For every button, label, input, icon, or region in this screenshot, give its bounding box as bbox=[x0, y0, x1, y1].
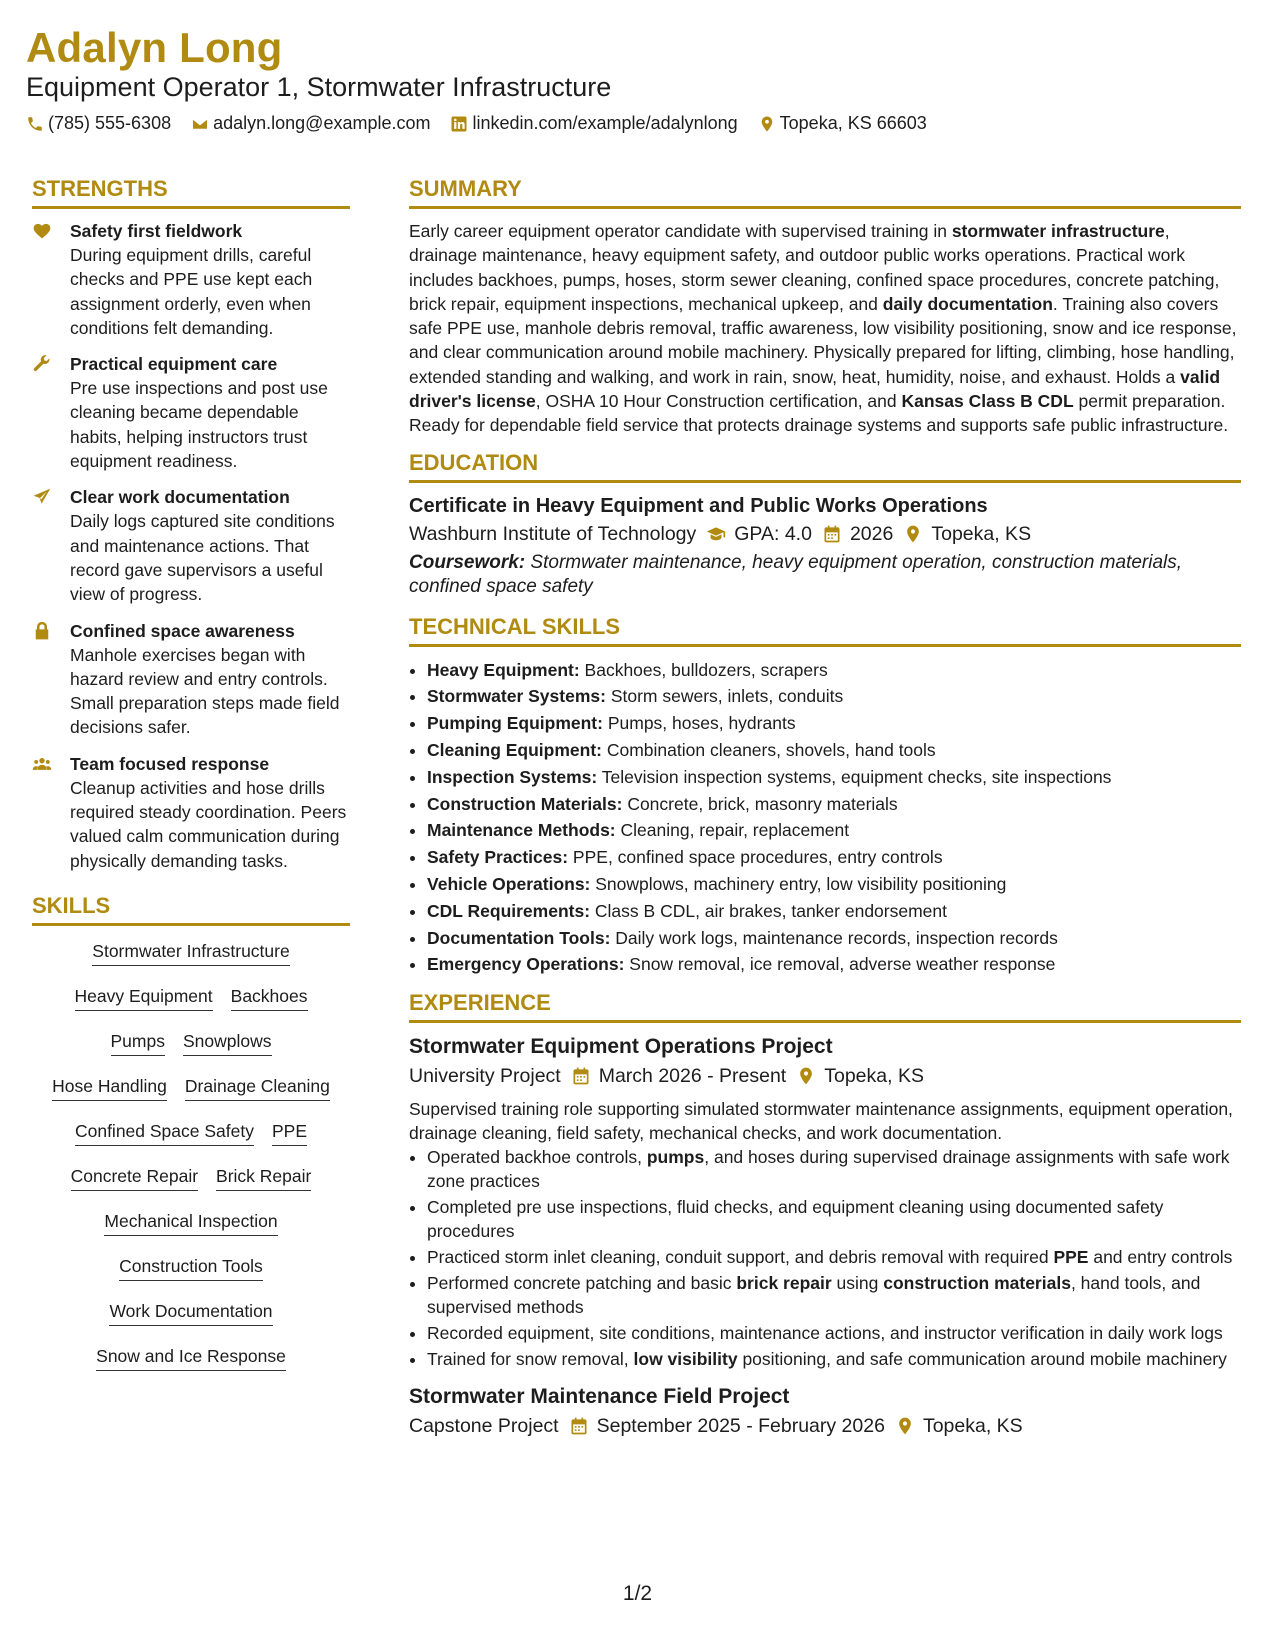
list-item: • Pumping Equipment: Pumps, hoses, hydrants bbox=[427, 710, 1241, 737]
strengths-heading: STRENGTHS bbox=[32, 176, 350, 209]
map-pin-icon bbox=[903, 524, 923, 544]
degree-title: Certificate in Heavy Equipment and Public Works Operations bbox=[409, 494, 988, 517]
wrench-icon bbox=[32, 354, 52, 374]
summary-heading: SUMMARY bbox=[409, 176, 1241, 209]
technical-list bbox=[409, 657, 1241, 979]
job-dates: March 2026 - Present bbox=[598, 1065, 787, 1088]
strength-desc: Pre use inspections and post use cleaning became dependable habits, helping instructors trust equipment readiness. bbox=[70, 378, 328, 472]
strength-item bbox=[32, 752, 350, 873]
skill-tag: Mechanical Inspection bbox=[104, 1210, 277, 1236]
list-item: • Stormwater Systems: Storm sewers, inlets, conduits bbox=[427, 683, 1241, 710]
job-description: Supervised training role supporting simulated stormwater maintenance assignments, equipment operation, drainage cleaning, field safety, mechanical checks, and work documentation. bbox=[409, 1099, 1233, 1144]
strength-item bbox=[32, 485, 350, 606]
list-item: • Inspection Systems: Television inspection systems, equipment checks, site inspections bbox=[427, 764, 1241, 791]
list-item: • Construction Materials: Concrete, brick, masonry materials bbox=[427, 791, 1241, 818]
school-location: Topeka, KS bbox=[931, 522, 1032, 545]
list-item: • CDL Requirements: Class B CDL, air brakes, tanker endorsement bbox=[427, 898, 1241, 925]
skill-tag: PPE bbox=[272, 1120, 307, 1146]
calendar-icon bbox=[569, 1416, 589, 1436]
left-column bbox=[32, 176, 350, 1386]
strength-desc: Daily logs captured site conditions and maintenance actions. That record gave supervisors a useful view of progress. bbox=[70, 511, 335, 605]
skill-tag: Drainage Cleaning bbox=[185, 1075, 330, 1101]
skill-tag: Construction Tools bbox=[119, 1255, 263, 1281]
linkedin-text: linkedin.com/example/adalynlong bbox=[472, 113, 738, 133]
phone-icon bbox=[26, 115, 44, 133]
skill-tag: Concrete Repair bbox=[71, 1165, 198, 1191]
strength-item bbox=[32, 352, 350, 473]
list-item: • Recorded equipment, site conditions, maintenance actions, and instructor verification in daily work logs bbox=[427, 1321, 1241, 1345]
strength-title: Clear work documentation bbox=[70, 487, 290, 508]
strength-desc: Cleanup activities and hose drills required steady coordination. Peers valued calm communication during physically demanding tasks. bbox=[70, 777, 347, 871]
job-location: Topeka, KS bbox=[824, 1065, 924, 1088]
paper-plane-icon bbox=[32, 487, 52, 507]
location-text: Topeka, KS 66603 bbox=[779, 113, 927, 133]
email-text: adalyn.long@example.com bbox=[213, 113, 431, 133]
education-heading: EDUCATION bbox=[409, 450, 1241, 483]
list-item: • Trained for snow removal, low visibility positioning, and safe communication around mobile machinery bbox=[427, 1347, 1241, 1371]
map-pin-icon bbox=[796, 1066, 816, 1086]
technical-heading: TECHNICAL SKILLS bbox=[409, 614, 1241, 647]
strength-title: Team focused response bbox=[70, 753, 270, 774]
skill-tag: Snow and Ice Response bbox=[96, 1345, 286, 1371]
job-meta bbox=[409, 1061, 1241, 1091]
lock-icon bbox=[32, 621, 52, 641]
skill-tag: Confined Space Safety bbox=[75, 1120, 254, 1146]
strength-desc: Manhole exercises began with hazard review and entry controls. Small preparation steps made field decisions safer. bbox=[70, 644, 340, 738]
linkedin-icon bbox=[450, 115, 468, 133]
contact-location bbox=[758, 113, 927, 134]
school-name: Washburn Institute of Technology bbox=[409, 522, 697, 545]
graduation-cap-icon bbox=[706, 524, 726, 544]
job-location: Topeka, KS bbox=[922, 1415, 1023, 1438]
strength-title: Safety first fieldwork bbox=[70, 221, 243, 241]
strength-item bbox=[32, 219, 350, 340]
contact-phone[interactable] bbox=[26, 113, 171, 134]
list-item: • Emergency Operations: Snow removal, ice removal, adverse weather response bbox=[427, 951, 1241, 978]
skill-tag: Pumps bbox=[111, 1030, 165, 1056]
candidate-role: Equipment Operator 1, Stormwater Infrastructure bbox=[26, 72, 612, 102]
map-pin-icon bbox=[895, 1416, 915, 1436]
list-item: • Documentation Tools: Daily work logs, maintenance records, inspection records bbox=[427, 925, 1241, 952]
job-meta bbox=[409, 1411, 1241, 1441]
skill-tag: Hose Handling bbox=[52, 1075, 167, 1101]
list-item: • Maintenance Methods: Cleaning, repair, replacement bbox=[427, 817, 1241, 844]
contact-email[interactable] bbox=[191, 113, 430, 134]
strength-item bbox=[32, 619, 350, 740]
calendar-icon bbox=[571, 1066, 591, 1086]
map-pin-icon bbox=[758, 115, 776, 133]
gpa-text: GPA: 4.0 bbox=[734, 522, 812, 545]
skill-tag: Heavy Equipment bbox=[75, 985, 213, 1011]
page-number: 1/2 bbox=[622, 1582, 653, 1605]
job-title: Stormwater Equipment Operations Project bbox=[409, 1035, 833, 1059]
contact-linkedin[interactable] bbox=[450, 113, 737, 134]
skill-tag: Snowplows bbox=[183, 1030, 272, 1056]
right-column bbox=[409, 176, 1241, 1441]
heart-icon bbox=[32, 221, 52, 241]
job-org: Capstone Project bbox=[409, 1415, 559, 1438]
strength-desc: During equipment drills, careful checks and PPE use kept each assignment orderly, even when conditions felt demanding. bbox=[70, 245, 313, 338]
job-dates: September 2025 - February 2026 bbox=[596, 1415, 885, 1438]
list-item: • Vehicle Operations: Snowplows, machinery entry, low visibility positioning bbox=[427, 871, 1241, 898]
skill-tag: Work Documentation bbox=[109, 1300, 272, 1326]
phone-text: (785) 555-6308 bbox=[48, 113, 172, 133]
envelope-icon bbox=[191, 115, 209, 133]
coursework: Coursework: Stormwater maintenance, heavy equipment operation, construction materials, confined space safety bbox=[409, 551, 1183, 598]
candidate-name: Adalyn Long bbox=[26, 24, 283, 71]
list-item: • Completed pre use inspections, fluid checks, and equipment cleaning using documented safety procedures bbox=[427, 1195, 1241, 1243]
list-item: • Cleaning Equipment: Combination cleaners, shovels, hand tools bbox=[427, 737, 1241, 764]
contact-bar bbox=[26, 113, 947, 134]
list-item: • Performed concrete patching and basic brick repair using construction materials, hand tools, and supervised methods bbox=[427, 1271, 1241, 1319]
summary-text: Early career equipment operator candidate with supervised training in stormwater infrastructure, drainage maintenance, heavy equipment safety, and outdoor public works operations. Practical work includes backhoes, pumps, hoses, storm sewer cleaning, confined space procedures, concrete patching, brick repair, equipment inspections, mechanical upkeep, and daily documentation. Training also covers safe PPE use, manhole debris removal, traffic awareness, low visibility positioning, snow and ice response, and clear communication around mobile machinery. Physically prepared for lifting, climbing, hose handling, extended standing and walking, and work in rain, snow, heat, humidity, noise, and exhaust. Holds a valid driver's license, OSHA 10 Hour Construction certification, and Kansas Class B CDL permit preparation. Ready for dependable field service that protects drainage systems and supports safe public infrastructure. bbox=[409, 221, 1237, 436]
job-bullets bbox=[409, 1145, 1241, 1371]
list-item: • Operated backhoe controls, pumps, and hoses during supervised drainage assignments with safe work zone practices bbox=[427, 1145, 1241, 1193]
job-org: University Project bbox=[409, 1065, 561, 1088]
list-item: • Practiced storm inlet cleaning, conduit support, and debris removal with required PPE and entry controls bbox=[427, 1245, 1241, 1269]
skill-tag: Brick Repair bbox=[216, 1165, 311, 1191]
education-meta bbox=[409, 519, 1241, 549]
skill-tag: Backhoes bbox=[231, 985, 308, 1011]
grad-year: 2026 bbox=[849, 522, 894, 545]
list-item: • Heavy Equipment: Backhoes, bulldozers, scrapers bbox=[427, 657, 1241, 684]
users-icon bbox=[32, 754, 52, 774]
job-title: Stormwater Maintenance Field Project bbox=[409, 1385, 790, 1409]
strength-title: Confined space awareness bbox=[70, 620, 295, 641]
skills-list bbox=[32, 936, 350, 1386]
skills-heading: SKILLS bbox=[32, 893, 350, 926]
strength-title: Practical equipment care bbox=[70, 354, 278, 375]
calendar-icon bbox=[822, 524, 842, 544]
experience-heading: EXPERIENCE bbox=[409, 990, 1241, 1023]
skill-tag: Stormwater Infrastructure bbox=[92, 940, 289, 966]
list-item: • Safety Practices: PPE, confined space procedures, entry controls bbox=[427, 844, 1241, 871]
